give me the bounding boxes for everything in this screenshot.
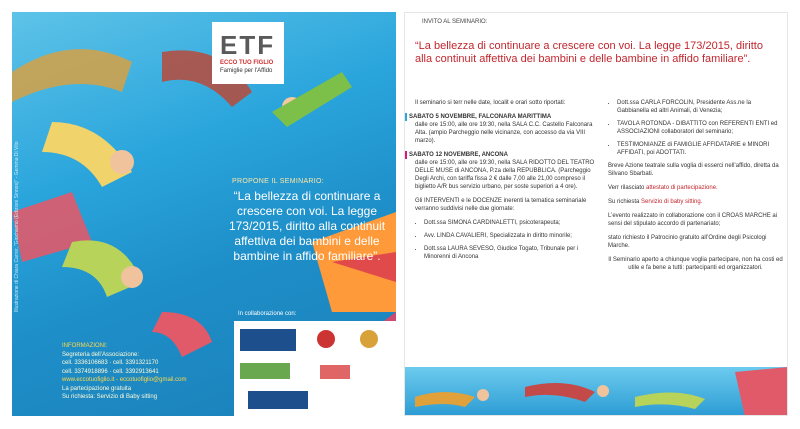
info-line: cell. 3374918896 · cell. 3392913641	[62, 368, 159, 375]
bottom-illustration	[405, 367, 788, 416]
seminar-title-right: “La bellezza di continuare a crescere con voi. La legge 173/2015, diritto alla continuit affettiva dei bambini e delle bambine in affido familiare”.	[415, 40, 763, 65]
info-babysitting: Su richiesta: Servizio di Baby sitting	[62, 394, 158, 400]
attestato-text	[608, 184, 783, 192]
speaker-item: • Dott.ssa LAURA SEVESO, Giudice Togato, Tribunale per i Minorenni di Ancona	[424, 245, 601, 261]
info-title: INFORMAZIONI:	[62, 343, 108, 349]
closing-text: Il Seminario aperto a chiunque voglia partecipare, non ha costi ed utile e fa bene a tutti: partecipanti ed organizzatori.	[608, 257, 783, 271]
flyer-cover	[12, 12, 396, 416]
info-line: cell. 3336106683 · cell. 3391321170	[62, 360, 159, 366]
attestato-highlight: attestato di partecipazione.	[646, 185, 718, 191]
date-2-text: dalle ore 15:00, alle ore 19:30, nella SALA RIDOTTO DEL TEATRO DELLE MUSE di ANCONA, P.za della REPUBBLICA. (Parcheggio Degli Archi, con tariffa fissa 2 € dalle 7,00 alle 21,00 compreso il biglietto A/R bus servizio urbano, per soste superiori a 4 ore).	[415, 160, 595, 190]
intro-text: Il seminario si terr nelle date, localit e orari sotto riportati:	[415, 100, 566, 106]
illustration-credit: Illustrazione di Chiara Carrer, “Giochiamo (Edizioni Sinnos)” - Gemma Di Vito	[14, 141, 20, 312]
attestato-prefix: Verr rilasciato	[608, 185, 647, 191]
speaker-list	[415, 219, 601, 261]
info-email[interactable]: www.eccotuofiglio.it - eccotuofiglio@gmail.com	[62, 377, 187, 383]
evento-text: L’evento realizzato in collaborazione con il CROAS MARCHE ai sensi del stipulato accordo di partenariato;	[608, 213, 778, 227]
date-1-heading	[409, 113, 601, 121]
logo-line-1: ECCO TUO FIGLIO	[220, 60, 274, 66]
info-line: Segreteria dell’Associazione:	[62, 351, 140, 358]
azione-text: Breve Azione teatrale sulla voglia di esserci nell’affido, diretta da Silvano Sbarbati.	[608, 163, 779, 177]
column-right	[608, 99, 783, 278]
babysitting-prefix: Su richiesta	[608, 199, 642, 205]
etf-logo	[212, 22, 284, 84]
program-item: • Dott.ssa CARLA FORCOLIN, Presidente Ass.ne la Gabbianella ed altri Animali, di Venezia;	[617, 99, 783, 115]
seminar-title: “La bellezza di continuare a crescere con voi. La legge 173/2015, diritto alla continuit affettiva dei bambini e delle bambine in affido familiare”.	[228, 189, 386, 263]
speaker-item: • Dott.ssa SIMONA CARDINALETTI, psicoterapeuta;	[424, 219, 601, 227]
program-item: • TAVOLA ROTONDA - DIBATTITO con REFERENTI ENTI ed ASSOCIAZIONI collaboratori del seminario;	[617, 120, 783, 136]
logo-mark: ETF	[220, 30, 276, 60]
partner-logos	[234, 321, 396, 416]
info-free: La partecipazione gratuita	[62, 385, 132, 392]
date-2-label: SABATO 12 NOVEMBRE, ANCONA	[409, 152, 508, 158]
date-1-label: SABATO 5 NOVEMBRE, FALCONARA MARITTIMA	[409, 114, 552, 120]
patrocinio-text: stato richiesto il Patrocinio gratuito all’Ordine degli Psicologi Marche.	[608, 235, 767, 249]
program-list	[608, 99, 783, 157]
logo-line-2: Famiglie per l'Affido	[220, 68, 273, 74]
date-marker	[404, 151, 407, 159]
info-block	[62, 342, 186, 402]
propone-label: PROPONE IL SEMINARIO:	[232, 178, 325, 185]
collab-label: In collaborazione con:	[238, 311, 297, 317]
interventi-text: Gli INTERVENTI e le DOCENZE inerenti la tematica seminariale verranno suddivisi nelle due giornate:	[415, 198, 587, 212]
date-1-text: dalle ore 15:00, alle ore 19:30, nella SALA C.C. Castello Falconara Alta. (ampio Parcheggio nelle vicinanze, con accesso da via VIII marzo).	[415, 122, 593, 144]
babysitting-highlight: Servizio di baby sitting.	[641, 199, 703, 205]
invito-label: INVITO AL SEMINARIO:	[422, 19, 488, 25]
date-2-heading	[409, 151, 601, 159]
date-marker	[404, 113, 407, 121]
program-item: • TESTIMONIANZE di FAMIGLIE AFFIDATARIE e MINORI AFFIDATI, poi ADOTTATI.	[617, 141, 783, 157]
column-left	[409, 99, 601, 266]
speaker-item: • Avv. LINDA CAVALIERI, Specializzata in diritto minorile;	[424, 232, 601, 240]
babysitting-text	[608, 198, 783, 206]
flyer-inside	[404, 12, 788, 416]
